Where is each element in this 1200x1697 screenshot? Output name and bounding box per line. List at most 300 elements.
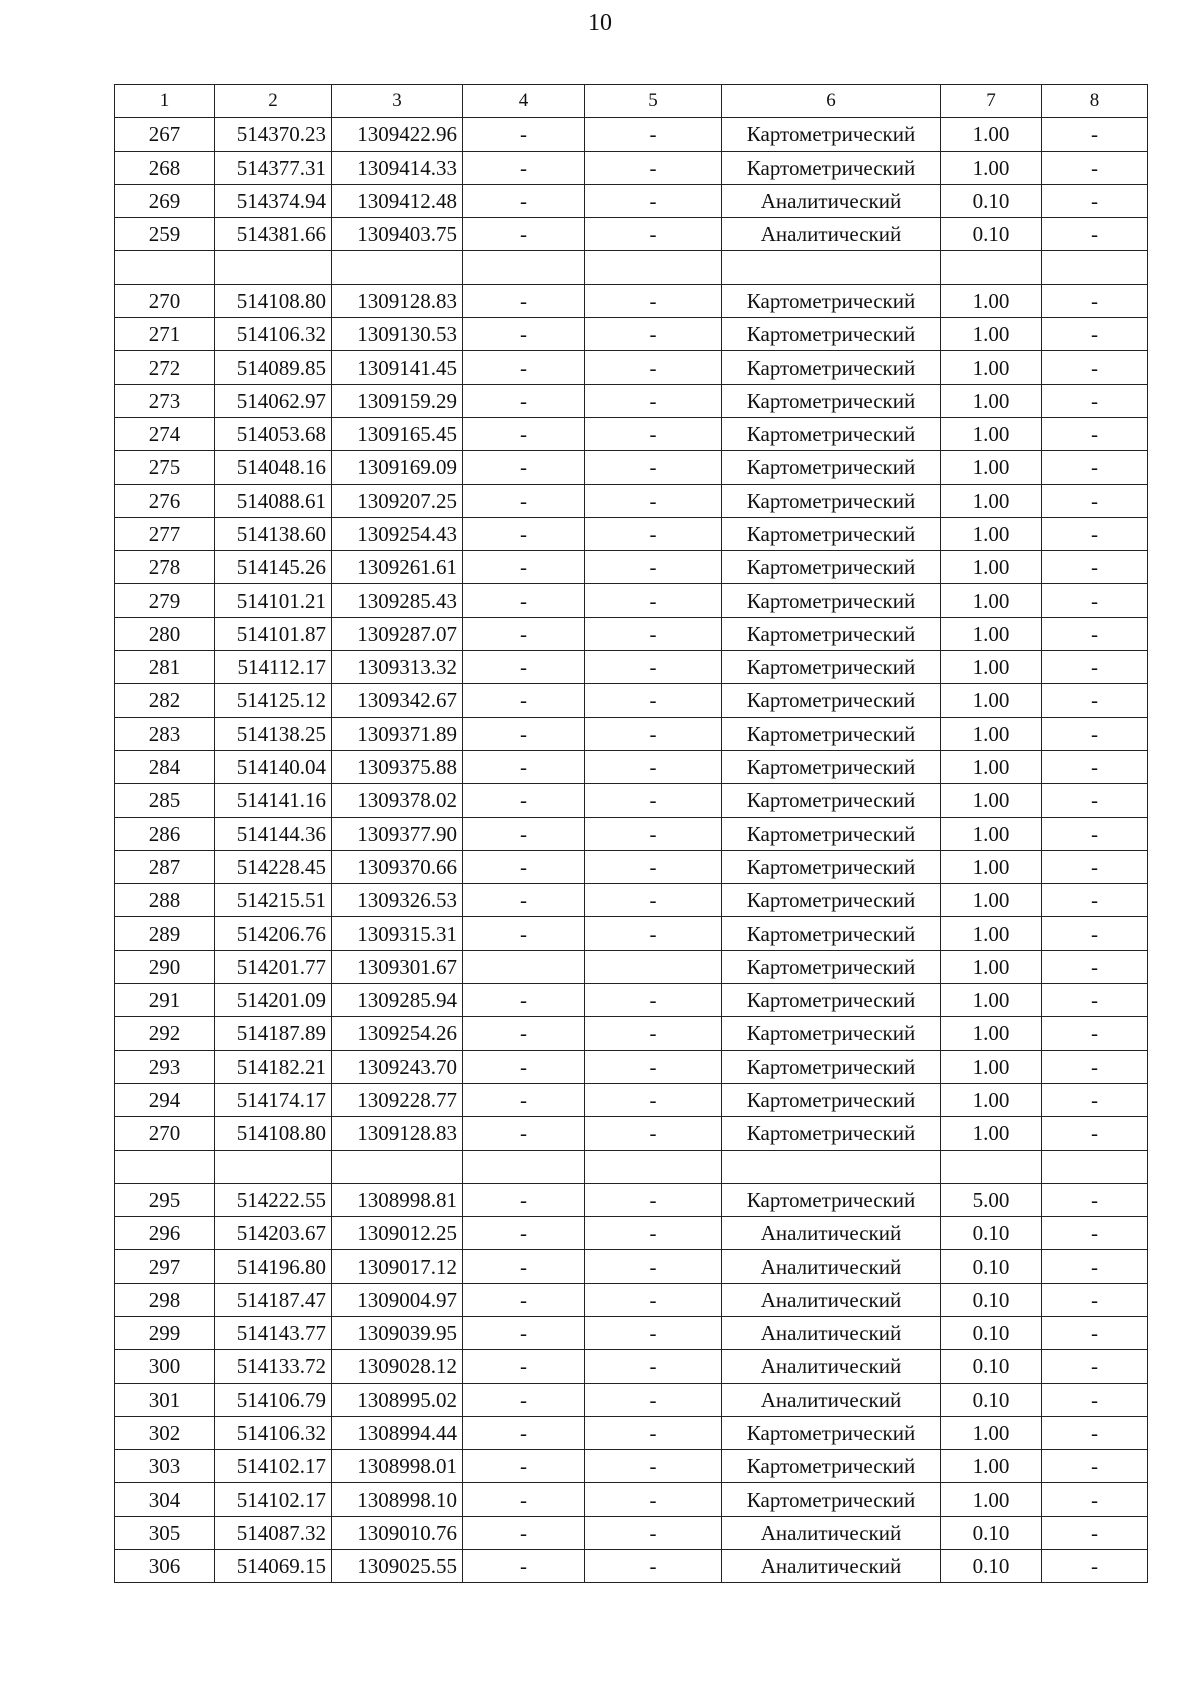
y-coordinate-cell: 1309414.33 (332, 151, 463, 184)
accuracy-cell: 1.00 (941, 817, 1042, 850)
table-row (115, 1183, 1148, 1216)
table-row (115, 118, 1148, 151)
table-row (115, 884, 1148, 917)
x-coordinate-cell: 514143.77 (215, 1316, 332, 1349)
col-4-cell: - (463, 984, 585, 1017)
table-row (115, 817, 1148, 850)
col-4-cell: - (463, 451, 585, 484)
y-coordinate-cell: 1309326.53 (332, 884, 463, 917)
col-5-cell: - (585, 1217, 722, 1250)
y-coordinate-cell: 1309422.96 (332, 118, 463, 151)
col-5-cell: - (585, 850, 722, 883)
table-row (115, 417, 1148, 450)
col-8-cell: - (1042, 1350, 1148, 1383)
method-cell: Картометрический (722, 651, 941, 684)
point-number-cell: 271 (115, 318, 215, 351)
point-number-cell: 305 (115, 1516, 215, 1549)
col-8-cell: - (1042, 1283, 1148, 1316)
x-coordinate-cell: 514106.32 (215, 318, 332, 351)
accuracy-cell: 1.00 (941, 1050, 1042, 1083)
y-coordinate-cell: 1309012.25 (332, 1217, 463, 1250)
accuracy-cell (941, 251, 1042, 284)
x-coordinate-cell (215, 1150, 332, 1183)
table-row (115, 451, 1148, 484)
accuracy-cell: 1.00 (941, 1017, 1042, 1050)
x-coordinate-cell: 514141.16 (215, 784, 332, 817)
col-8-cell: - (1042, 950, 1148, 983)
point-number-cell: 297 (115, 1250, 215, 1283)
col-8-cell: - (1042, 484, 1148, 517)
accuracy-cell: 1.00 (941, 850, 1042, 883)
accuracy-cell: 1.00 (941, 750, 1042, 783)
y-coordinate-cell: 1309378.02 (332, 784, 463, 817)
point-number-cell: 276 (115, 484, 215, 517)
col-5-cell: - (585, 684, 722, 717)
col-4-cell: - (463, 584, 585, 617)
col-8-cell: - (1042, 151, 1148, 184)
accuracy-cell: 0.10 (941, 1217, 1042, 1250)
y-coordinate-cell: 1308994.44 (332, 1416, 463, 1449)
accuracy-cell: 0.10 (941, 1516, 1042, 1549)
table-row (115, 1250, 1148, 1283)
accuracy-cell: 1.00 (941, 1483, 1042, 1516)
y-coordinate-cell: 1309301.67 (332, 950, 463, 983)
col-4-cell: - (463, 1516, 585, 1549)
accuracy-cell: 0.10 (941, 184, 1042, 217)
y-coordinate-cell: 1309254.43 (332, 517, 463, 550)
table-row (115, 950, 1148, 983)
table-row (115, 551, 1148, 584)
x-coordinate-cell: 514138.60 (215, 517, 332, 550)
method-cell: Аналитический (722, 1316, 941, 1349)
x-coordinate-cell: 514201.77 (215, 950, 332, 983)
method-cell: Аналитический (722, 1250, 941, 1283)
col-4-cell: - (463, 184, 585, 217)
x-coordinate-cell: 514201.09 (215, 984, 332, 1017)
method-cell: Картометрический (722, 1017, 941, 1050)
x-coordinate-cell: 514125.12 (215, 684, 332, 717)
col-5-cell (585, 1150, 722, 1183)
method-cell: Аналитический (722, 1516, 941, 1549)
col-5-cell: - (585, 284, 722, 317)
col-8-cell: - (1042, 850, 1148, 883)
x-coordinate-cell: 514108.80 (215, 1117, 332, 1150)
x-coordinate-cell: 514174.17 (215, 1083, 332, 1116)
x-coordinate-cell: 514102.17 (215, 1483, 332, 1516)
y-coordinate-cell: 1309004.97 (332, 1283, 463, 1316)
col-8-cell: - (1042, 984, 1148, 1017)
y-coordinate-cell: 1309285.43 (332, 584, 463, 617)
y-coordinate-cell: 1309285.94 (332, 984, 463, 1017)
x-coordinate-cell: 514133.72 (215, 1350, 332, 1383)
x-coordinate-cell: 514370.23 (215, 118, 332, 151)
y-coordinate-cell: 1309228.77 (332, 1083, 463, 1116)
point-number-cell: 291 (115, 984, 215, 1017)
table-row (115, 1017, 1148, 1050)
point-number-cell: 270 (115, 284, 215, 317)
method-cell: Картометрический (722, 118, 941, 151)
point-number-cell: 269 (115, 184, 215, 217)
table-row (115, 917, 1148, 950)
method-cell: Картометрический (722, 1050, 941, 1083)
table-row (115, 184, 1148, 217)
accuracy-cell: 1.00 (941, 684, 1042, 717)
y-coordinate-cell: 1309128.83 (332, 1117, 463, 1150)
col-5-cell: - (585, 1183, 722, 1216)
col-5-cell: - (585, 784, 722, 817)
col-8-cell: - (1042, 1483, 1148, 1516)
y-coordinate-cell (332, 1150, 463, 1183)
table-row (115, 651, 1148, 684)
method-cell: Картометрический (722, 1117, 941, 1150)
x-coordinate-cell: 514106.32 (215, 1416, 332, 1449)
method-cell: Картометрический (722, 451, 941, 484)
table-body (115, 118, 1148, 1583)
method-cell: Картометрический (722, 1183, 941, 1216)
col-8-cell: - (1042, 517, 1148, 550)
y-coordinate-cell (332, 251, 463, 284)
col-4-cell: - (463, 218, 585, 251)
y-coordinate-cell: 1308998.10 (332, 1483, 463, 1516)
y-coordinate-cell: 1309010.76 (332, 1516, 463, 1549)
col-8-cell: - (1042, 584, 1148, 617)
col-8-cell: - (1042, 1050, 1148, 1083)
method-cell: Картометрический (722, 1483, 941, 1516)
point-number-cell: 285 (115, 784, 215, 817)
col-5-cell: - (585, 1283, 722, 1316)
col-5-cell: - (585, 817, 722, 850)
col-4-cell: - (463, 1483, 585, 1516)
col-8-cell: - (1042, 1217, 1148, 1250)
method-cell: Картометрический (722, 484, 941, 517)
col-8-cell: - (1042, 1117, 1148, 1150)
col-4-cell: - (463, 1550, 585, 1583)
col-5-cell (585, 950, 722, 983)
method-cell: Картометрический (722, 750, 941, 783)
x-coordinate-cell: 514048.16 (215, 451, 332, 484)
table-row (115, 584, 1148, 617)
method-cell: Картометрический (722, 1450, 941, 1483)
col-4-cell: - (463, 651, 585, 684)
column-header-2: 2 (215, 85, 332, 118)
accuracy-cell: 0.10 (941, 1550, 1042, 1583)
col-5-cell: - (585, 984, 722, 1017)
col-5-cell (585, 251, 722, 284)
table-row (115, 1550, 1148, 1583)
point-number-cell: 259 (115, 218, 215, 251)
table-row (115, 218, 1148, 251)
accuracy-cell: 1.00 (941, 784, 1042, 817)
x-coordinate-cell: 514144.36 (215, 817, 332, 850)
col-5-cell: - (585, 351, 722, 384)
col-4-cell: - (463, 884, 585, 917)
accuracy-cell: 0.10 (941, 1383, 1042, 1416)
col-8-cell: - (1042, 1250, 1148, 1283)
method-cell: Картометрический (722, 1416, 941, 1449)
col-4-cell: - (463, 750, 585, 783)
col-8-cell: - (1042, 384, 1148, 417)
point-number-cell: 304 (115, 1483, 215, 1516)
x-coordinate-cell: 514196.80 (215, 1250, 332, 1283)
col-5-cell: - (585, 1516, 722, 1549)
table-row (115, 1516, 1148, 1549)
col-4-cell: - (463, 784, 585, 817)
y-coordinate-cell: 1309169.09 (332, 451, 463, 484)
point-number-cell: 267 (115, 118, 215, 151)
point-number-cell: 281 (115, 651, 215, 684)
col-4-cell: - (463, 717, 585, 750)
table-row (115, 750, 1148, 783)
col-4-cell: - (463, 850, 585, 883)
col-8-cell: - (1042, 218, 1148, 251)
x-coordinate-cell: 514222.55 (215, 1183, 332, 1216)
col-5-cell: - (585, 517, 722, 550)
col-5-cell: - (585, 917, 722, 950)
method-cell: Картометрический (722, 551, 941, 584)
col-4-cell: - (463, 384, 585, 417)
table-row (115, 1383, 1148, 1416)
x-coordinate-cell: 514140.04 (215, 750, 332, 783)
col-8-cell (1042, 1150, 1148, 1183)
col-4-cell: - (463, 1083, 585, 1116)
col-8-cell: - (1042, 417, 1148, 450)
col-4-cell: - (463, 551, 585, 584)
point-number-cell (115, 251, 215, 284)
table-row (115, 1217, 1148, 1250)
x-coordinate-cell: 514206.76 (215, 917, 332, 950)
table-row (115, 1083, 1148, 1116)
method-cell: Картометрический (722, 617, 941, 650)
col-4-cell: - (463, 1117, 585, 1150)
col-5-cell: - (585, 1416, 722, 1449)
table-row (115, 1283, 1148, 1316)
method-cell: Картометрический (722, 850, 941, 883)
point-number-cell: 290 (115, 950, 215, 983)
point-number-cell: 272 (115, 351, 215, 384)
col-5-cell: - (585, 151, 722, 184)
point-number-cell: 287 (115, 850, 215, 883)
x-coordinate-cell: 514228.45 (215, 850, 332, 883)
col-5-cell: - (585, 1316, 722, 1349)
col-4-cell: - (463, 417, 585, 450)
col-5-cell: - (585, 1083, 722, 1116)
point-number-cell: 303 (115, 1450, 215, 1483)
point-number-cell: 293 (115, 1050, 215, 1083)
col-8-cell: - (1042, 1550, 1148, 1583)
point-number-cell: 282 (115, 684, 215, 717)
accuracy-cell: 1.00 (941, 284, 1042, 317)
point-number-cell: 284 (115, 750, 215, 783)
col-5-cell: - (585, 750, 722, 783)
col-5-cell: - (585, 484, 722, 517)
col-8-cell: - (1042, 817, 1148, 850)
method-cell (722, 251, 941, 284)
col-5-cell: - (585, 1383, 722, 1416)
col-4-cell: - (463, 1217, 585, 1250)
y-coordinate-cell: 1309412.48 (332, 184, 463, 217)
col-5-cell: - (585, 218, 722, 251)
accuracy-cell: 1.00 (941, 950, 1042, 983)
coordinates-table (114, 84, 1148, 1583)
table-row (115, 1416, 1148, 1449)
point-number-cell: 274 (115, 417, 215, 450)
table-row (115, 684, 1148, 717)
y-coordinate-cell: 1308998.81 (332, 1183, 463, 1216)
method-cell: Картометрический (722, 717, 941, 750)
accuracy-cell: 1.00 (941, 551, 1042, 584)
accuracy-cell: 1.00 (941, 917, 1042, 950)
col-4-cell: - (463, 1250, 585, 1283)
y-coordinate-cell: 1308998.01 (332, 1450, 463, 1483)
x-coordinate-cell: 514187.47 (215, 1283, 332, 1316)
x-coordinate-cell: 514088.61 (215, 484, 332, 517)
table-row (115, 484, 1148, 517)
header-row (115, 85, 1148, 118)
x-coordinate-cell: 514102.17 (215, 1450, 332, 1483)
table-row (115, 517, 1148, 550)
col-8-cell: - (1042, 451, 1148, 484)
col-8-cell: - (1042, 884, 1148, 917)
y-coordinate-cell: 1309159.29 (332, 384, 463, 417)
y-coordinate-cell: 1309254.26 (332, 1017, 463, 1050)
column-header-5: 5 (585, 85, 722, 118)
col-4-cell: - (463, 1283, 585, 1316)
col-4-cell (463, 1150, 585, 1183)
separator-row (115, 1150, 1148, 1183)
col-8-cell: - (1042, 784, 1148, 817)
col-5-cell: - (585, 1017, 722, 1050)
col-8-cell: - (1042, 617, 1148, 650)
column-header-7: 7 (941, 85, 1042, 118)
x-coordinate-cell: 514112.17 (215, 651, 332, 684)
column-header-6: 6 (722, 85, 941, 118)
table-row (115, 1316, 1148, 1349)
x-coordinate-cell: 514108.80 (215, 284, 332, 317)
col-5-cell: - (585, 617, 722, 650)
method-cell: Аналитический (722, 1283, 941, 1316)
col-8-cell: - (1042, 1183, 1148, 1216)
col-5-cell: - (585, 1450, 722, 1483)
method-cell: Картометрический (722, 351, 941, 384)
accuracy-cell: 1.00 (941, 584, 1042, 617)
accuracy-cell: 1.00 (941, 651, 1042, 684)
method-cell: Аналитический (722, 218, 941, 251)
accuracy-cell: 1.00 (941, 1117, 1042, 1150)
col-4-cell: - (463, 1183, 585, 1216)
accuracy-cell: 1.00 (941, 151, 1042, 184)
table-row (115, 284, 1148, 317)
col-4-cell: - (463, 1416, 585, 1449)
method-cell: Картометрический (722, 1083, 941, 1116)
method-cell: Аналитический (722, 1217, 941, 1250)
method-cell: Картометрический (722, 917, 941, 950)
x-coordinate-cell: 514377.31 (215, 151, 332, 184)
col-4-cell: - (463, 318, 585, 351)
table-row (115, 318, 1148, 351)
page-number: 10 (588, 10, 612, 36)
x-coordinate-cell: 514053.68 (215, 417, 332, 450)
x-coordinate-cell: 514101.21 (215, 584, 332, 617)
x-coordinate-cell: 514106.79 (215, 1383, 332, 1416)
col-5-cell: - (585, 118, 722, 151)
accuracy-cell: 0.10 (941, 218, 1042, 251)
col-4-cell: - (463, 1450, 585, 1483)
col-8-cell: - (1042, 750, 1148, 783)
y-coordinate-cell: 1309315.31 (332, 917, 463, 950)
x-coordinate-cell: 514374.94 (215, 184, 332, 217)
accuracy-cell: 1.00 (941, 484, 1042, 517)
point-number-cell: 279 (115, 584, 215, 617)
col-8-cell: - (1042, 917, 1148, 950)
point-number-cell: 301 (115, 1383, 215, 1416)
col-8-cell: - (1042, 1383, 1148, 1416)
x-coordinate-cell: 514215.51 (215, 884, 332, 917)
y-coordinate-cell: 1309371.89 (332, 717, 463, 750)
col-8-cell: - (1042, 1450, 1148, 1483)
col-8-cell: - (1042, 318, 1148, 351)
point-number-cell: 306 (115, 1550, 215, 1583)
table-row (115, 384, 1148, 417)
col-4-cell: - (463, 151, 585, 184)
point-number-cell: 275 (115, 451, 215, 484)
point-number-cell: 288 (115, 884, 215, 917)
point-number-cell: 289 (115, 917, 215, 950)
column-header-8: 8 (1042, 85, 1148, 118)
x-coordinate-cell: 514087.32 (215, 1516, 332, 1549)
y-coordinate-cell: 1309342.67 (332, 684, 463, 717)
y-coordinate-cell: 1309313.32 (332, 651, 463, 684)
col-4-cell: - (463, 917, 585, 950)
point-number-cell: 270 (115, 1117, 215, 1150)
col-5-cell: - (585, 717, 722, 750)
method-cell: Картометрический (722, 817, 941, 850)
accuracy-cell: 0.10 (941, 1250, 1042, 1283)
point-number-cell (115, 1150, 215, 1183)
y-coordinate-cell: 1309261.61 (332, 551, 463, 584)
point-number-cell: 300 (115, 1350, 215, 1383)
accuracy-cell: 1.00 (941, 984, 1042, 1017)
col-4-cell: - (463, 1383, 585, 1416)
table-row (115, 617, 1148, 650)
col-5-cell: - (585, 1350, 722, 1383)
col-4-cell: - (463, 284, 585, 317)
y-coordinate-cell: 1309165.45 (332, 417, 463, 450)
accuracy-cell: 0.10 (941, 1283, 1042, 1316)
col-8-cell: - (1042, 551, 1148, 584)
col-4-cell: - (463, 1316, 585, 1349)
accuracy-cell (941, 1150, 1042, 1183)
accuracy-cell: 1.00 (941, 417, 1042, 450)
col-5-cell: - (585, 1117, 722, 1150)
col-5-cell: - (585, 584, 722, 617)
col-8-cell: - (1042, 184, 1148, 217)
table-row (115, 1450, 1148, 1483)
table-row (115, 784, 1148, 817)
y-coordinate-cell: 1309025.55 (332, 1550, 463, 1583)
col-5-cell: - (585, 184, 722, 217)
col-5-cell: - (585, 551, 722, 584)
column-header-3: 3 (332, 85, 463, 118)
y-coordinate-cell: 1309287.07 (332, 617, 463, 650)
point-number-cell: 280 (115, 617, 215, 650)
col-5-cell: - (585, 318, 722, 351)
col-8-cell: - (1042, 651, 1148, 684)
point-number-cell: 295 (115, 1183, 215, 1216)
method-cell: Картометрический (722, 784, 941, 817)
col-5-cell: - (585, 417, 722, 450)
x-coordinate-cell: 514145.26 (215, 551, 332, 584)
method-cell: Картометрический (722, 984, 941, 1017)
